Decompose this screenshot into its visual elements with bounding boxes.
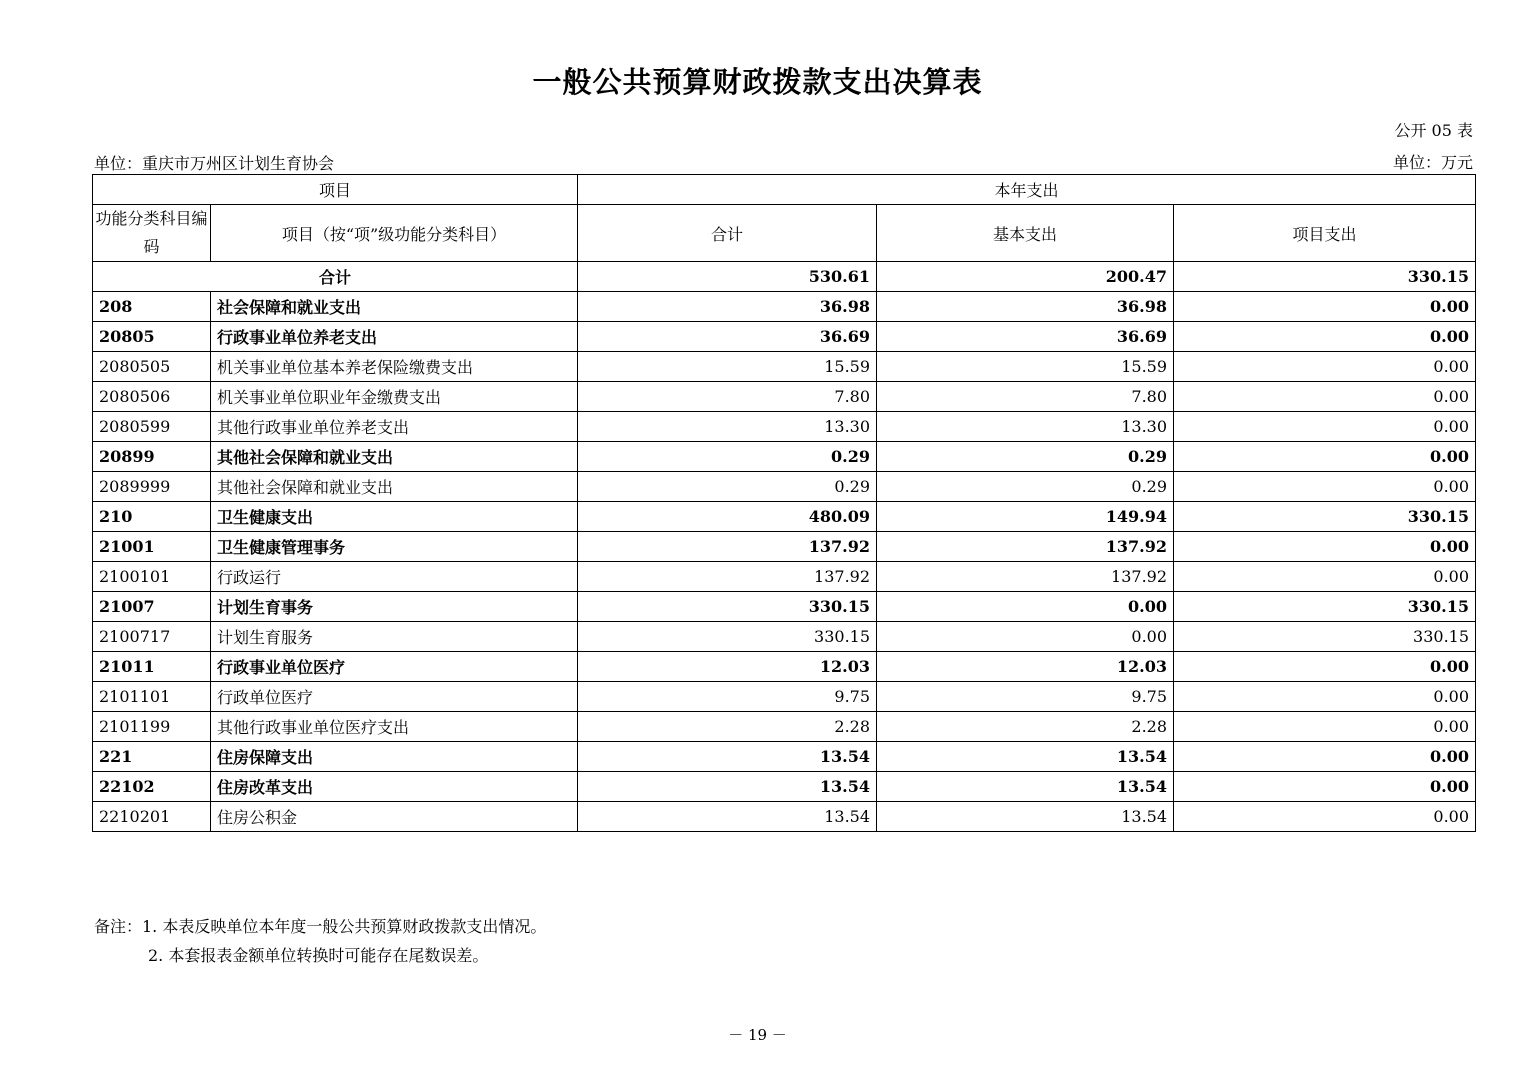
table-row bbox=[93, 742, 1476, 772]
row-project: 0.00 bbox=[1174, 382, 1476, 412]
row-project: 0.00 bbox=[1174, 292, 1476, 322]
row-code: 210 bbox=[93, 502, 211, 532]
table-row bbox=[93, 532, 1476, 562]
row-name: 其他行政事业单位养老支出 bbox=[211, 412, 578, 442]
row-basic: 0.29 bbox=[877, 472, 1174, 502]
row-code: 2100717 bbox=[93, 622, 211, 652]
form-number: 公开 05 表 bbox=[1394, 121, 1473, 140]
row-code: 2089999 bbox=[93, 472, 211, 502]
row-basic: 149.94 bbox=[877, 502, 1174, 532]
row-name: 计划生育服务 bbox=[211, 622, 578, 652]
row-basic: 0.00 bbox=[877, 592, 1174, 622]
page-number: － 19 － bbox=[728, 1026, 787, 1044]
row-name: 住房改革支出 bbox=[211, 772, 578, 802]
row-name: 其他社会保障和就业支出 bbox=[211, 442, 578, 472]
table-row bbox=[93, 502, 1476, 532]
header-item: 项目 bbox=[93, 175, 578, 205]
row-total: 330.15 bbox=[578, 592, 877, 622]
row-basic: 36.69 bbox=[877, 322, 1174, 352]
row-name: 计划生育事务 bbox=[211, 592, 578, 622]
row-project: 0.00 bbox=[1174, 742, 1476, 772]
row-total: 7.80 bbox=[578, 382, 877, 412]
row-total: 480.09 bbox=[578, 502, 877, 532]
table-row bbox=[93, 382, 1476, 412]
header-name: 项目（按“项”级功能分类科目） bbox=[211, 205, 578, 262]
table-row bbox=[93, 442, 1476, 472]
expenditure-table bbox=[92, 174, 1476, 832]
row-code: 21011 bbox=[93, 652, 211, 682]
row-project: 0.00 bbox=[1174, 652, 1476, 682]
row-total: 12.03 bbox=[578, 652, 877, 682]
row-basic: 137.92 bbox=[877, 562, 1174, 592]
table-row bbox=[93, 412, 1476, 442]
row-project: 0.00 bbox=[1174, 682, 1476, 712]
row-basic: 13.30 bbox=[877, 412, 1174, 442]
row-project: 0.00 bbox=[1174, 412, 1476, 442]
row-total: 9.75 bbox=[578, 682, 877, 712]
row-name: 其他社会保障和就业支出 bbox=[211, 472, 578, 502]
row-total: 15.59 bbox=[578, 352, 877, 382]
row-basic: 13.54 bbox=[877, 742, 1174, 772]
row-code: 21001 bbox=[93, 532, 211, 562]
row-basic: 13.54 bbox=[877, 802, 1174, 832]
row-total: 330.15 bbox=[578, 622, 877, 652]
row-name: 行政运行 bbox=[211, 562, 578, 592]
row-project: 330.15 bbox=[1174, 592, 1476, 622]
row-code: 20899 bbox=[93, 442, 211, 472]
row-code: 208 bbox=[93, 292, 211, 322]
table-row bbox=[93, 682, 1476, 712]
row-code: 2101101 bbox=[93, 682, 211, 712]
header-project: 项目支出 bbox=[1174, 205, 1476, 262]
row-name: 卫生健康管理事务 bbox=[211, 532, 578, 562]
row-total: 13.30 bbox=[578, 412, 877, 442]
row-total: 36.69 bbox=[578, 322, 877, 352]
row-code: 22102 bbox=[93, 772, 211, 802]
row-project: 0.00 bbox=[1174, 802, 1476, 832]
table-row bbox=[93, 562, 1476, 592]
row-code: 20805 bbox=[93, 322, 211, 352]
row-basic: 7.80 bbox=[877, 382, 1174, 412]
row-project: 0.00 bbox=[1174, 352, 1476, 382]
row-basic: 13.54 bbox=[877, 772, 1174, 802]
header-row-2 bbox=[93, 205, 1476, 262]
notes bbox=[94, 912, 546, 970]
row-basic: 2.28 bbox=[877, 712, 1174, 742]
table-row bbox=[93, 592, 1476, 622]
row-basic: 36.98 bbox=[877, 292, 1174, 322]
row-basic: 9.75 bbox=[877, 682, 1174, 712]
note-2: 2. 本套报表金额单位转换时可能存在尾数误差。 bbox=[148, 946, 489, 965]
table-row bbox=[93, 352, 1476, 382]
row-total: 13.54 bbox=[578, 772, 877, 802]
row-code: 21007 bbox=[93, 592, 211, 622]
row-basic: 0.29 bbox=[877, 442, 1174, 472]
row-project: 0.00 bbox=[1174, 772, 1476, 802]
row-total: 137.92 bbox=[578, 532, 877, 562]
total-label: 合计 bbox=[93, 262, 578, 292]
row-name: 机关事业单位基本养老保险缴费支出 bbox=[211, 352, 578, 382]
row-name: 社会保障和就业支出 bbox=[211, 292, 578, 322]
table-row bbox=[93, 712, 1476, 742]
row-total: 0.29 bbox=[578, 472, 877, 502]
note-1: 备注：1. 本表反映单位本年度一般公共预算财政拨款支出情况。 bbox=[94, 917, 547, 936]
row-project: 0.00 bbox=[1174, 472, 1476, 502]
row-project: 0.00 bbox=[1174, 712, 1476, 742]
row-name: 住房保障支出 bbox=[211, 742, 578, 772]
header-row-1 bbox=[93, 175, 1476, 205]
row-name: 其他行政事业单位医疗支出 bbox=[211, 712, 578, 742]
reporting-unit: 单位：重庆市万州区计划生育协会 bbox=[94, 154, 335, 173]
row-code: 2080599 bbox=[93, 412, 211, 442]
table-row bbox=[93, 802, 1476, 832]
row-name: 住房公积金 bbox=[211, 802, 578, 832]
header-basic: 基本支出 bbox=[877, 205, 1174, 262]
row-total: 13.54 bbox=[578, 742, 877, 772]
header-total: 合计 bbox=[578, 205, 877, 262]
row-code: 2210201 bbox=[93, 802, 211, 832]
row-total: 0.29 bbox=[578, 442, 877, 472]
row-project: 0.00 bbox=[1174, 532, 1476, 562]
row-project: 0.00 bbox=[1174, 442, 1476, 472]
total-project: 330.15 bbox=[1174, 262, 1476, 292]
row-name: 行政事业单位医疗 bbox=[211, 652, 578, 682]
row-code: 2101199 bbox=[93, 712, 211, 742]
table-row bbox=[93, 322, 1476, 352]
table-body bbox=[93, 262, 1476, 832]
row-total: 13.54 bbox=[578, 802, 877, 832]
row-total: 2.28 bbox=[578, 712, 877, 742]
row-code: 2100101 bbox=[93, 562, 211, 592]
table-row bbox=[93, 472, 1476, 502]
row-code: 2080506 bbox=[93, 382, 211, 412]
row-name: 行政事业单位养老支出 bbox=[211, 322, 578, 352]
row-basic: 137.92 bbox=[877, 532, 1174, 562]
row-code: 2080505 bbox=[93, 352, 211, 382]
row-basic: 12.03 bbox=[877, 652, 1174, 682]
row-name: 行政单位医疗 bbox=[211, 682, 578, 712]
table-row bbox=[93, 622, 1476, 652]
table-row bbox=[93, 772, 1476, 802]
header-current-year: 本年支出 bbox=[578, 175, 1476, 205]
row-code: 221 bbox=[93, 742, 211, 772]
table-row bbox=[93, 652, 1476, 682]
row-name: 机关事业单位职业年金缴费支出 bbox=[211, 382, 578, 412]
row-project: 330.15 bbox=[1174, 502, 1476, 532]
row-project: 0.00 bbox=[1174, 562, 1476, 592]
row-name: 卫生健康支出 bbox=[211, 502, 578, 532]
row-total: 36.98 bbox=[578, 292, 877, 322]
total-basic: 200.47 bbox=[877, 262, 1174, 292]
total-row bbox=[93, 262, 1476, 292]
currency-unit: 单位：万元 bbox=[1392, 153, 1473, 172]
table-row bbox=[93, 292, 1476, 322]
total-amount: 530.61 bbox=[578, 262, 877, 292]
row-basic: 0.00 bbox=[877, 622, 1174, 652]
header-code: 功能分类科目编码 bbox=[93, 205, 211, 262]
row-total: 137.92 bbox=[578, 562, 877, 592]
row-basic: 15.59 bbox=[877, 352, 1174, 382]
row-project: 0.00 bbox=[1174, 322, 1476, 352]
page-title: 一般公共预算财政拨款支出决算表 bbox=[532, 65, 983, 99]
row-project: 330.15 bbox=[1174, 622, 1476, 652]
